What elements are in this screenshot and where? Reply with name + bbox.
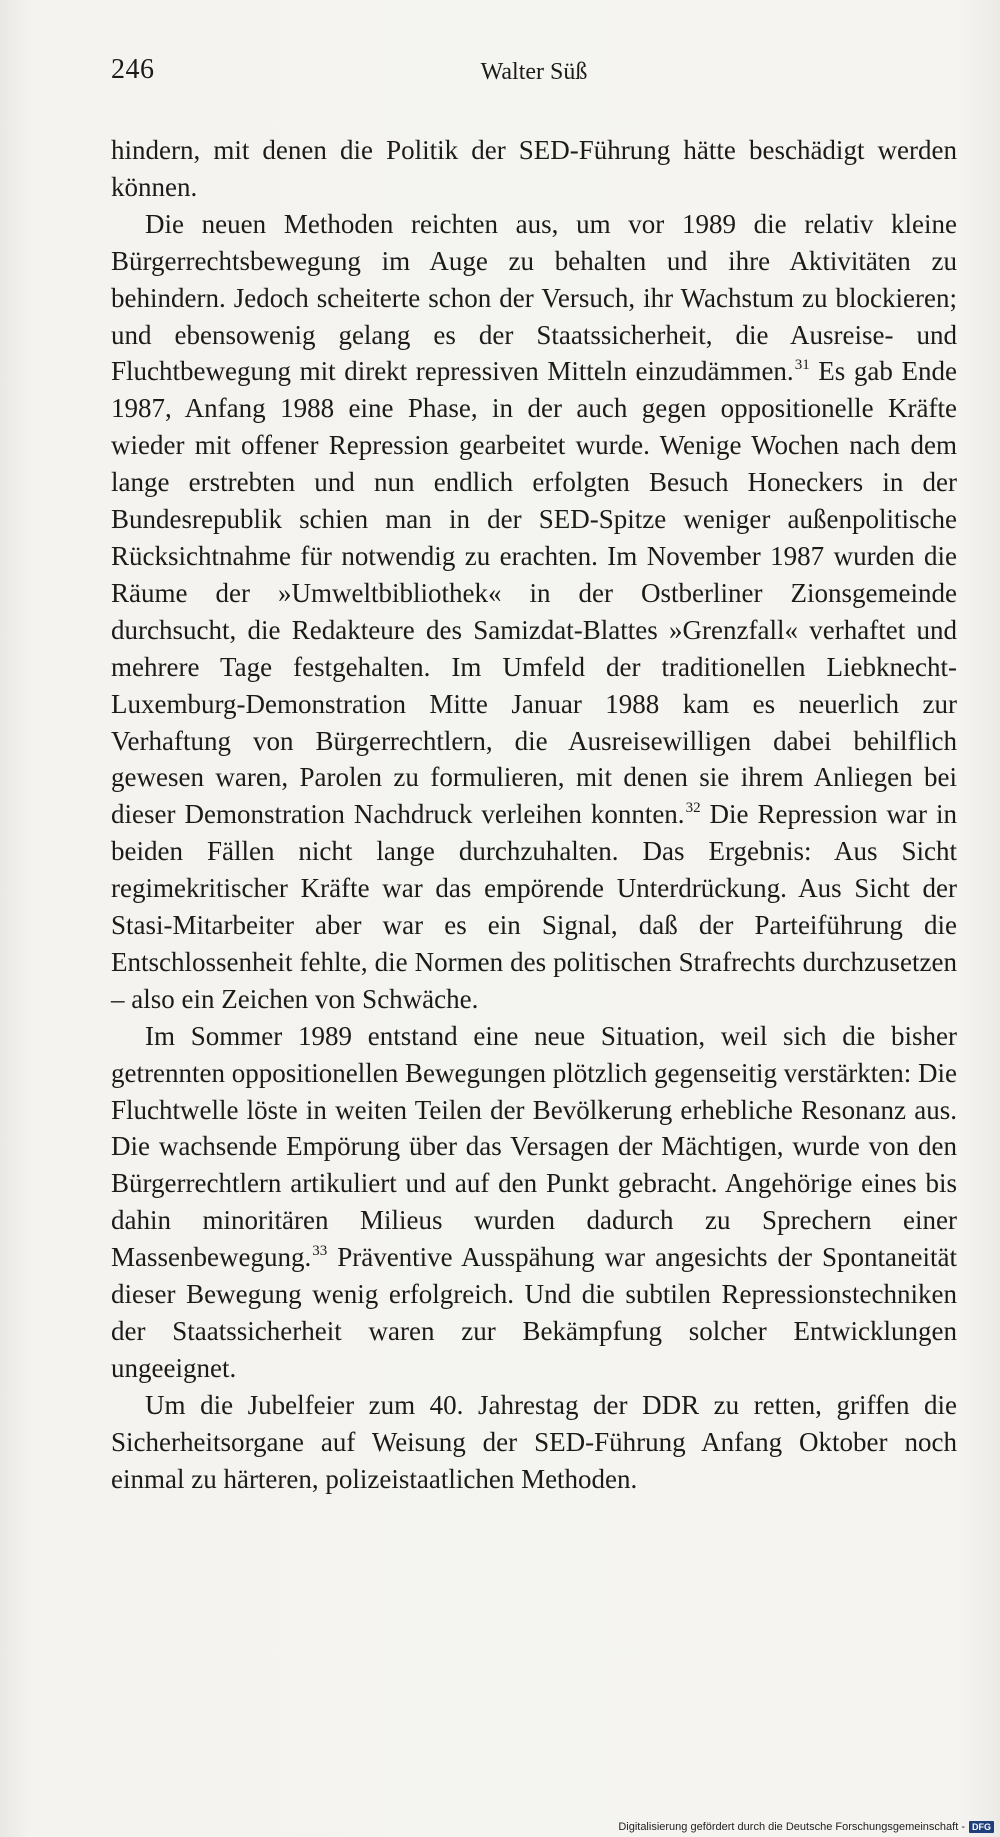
footnote-marker: 32 [685, 800, 701, 817]
paragraph-text: Präventive Ausspähung war angesichts der Spontaneität dieser Bewegung wenig erfolgreich. Und die subtilen Repressionstechniken der Staatssicherheit waren zur Bekämpfung solcher Entwicklungen ungeeignet. [111, 1242, 957, 1383]
dfg-logo-badge: DFG [969, 1821, 994, 1833]
footnote-marker: 31 [794, 357, 810, 374]
digitization-credit [618, 1821, 994, 1833]
body-text [111, 132, 957, 1498]
credit-text: Digitalisierung gefördert durch die Deutsche Forschungsgemeinschaft - [618, 1821, 965, 1833]
footnote-marker: 33 [312, 1243, 328, 1260]
paragraph-text: hindern, mit denen die Politik der SED-Führung hätte beschädigt werden können. [111, 135, 957, 202]
paragraph-text: Die neuen Methoden reichten aus, um vor 1989 die relativ kleine Bürgerrechtsbewegung im Auge zu behalten und ihre Aktivitäten zu behindern. Jedoch scheiterte schon der Versuch, ihr Wachstum zu blockieren; und ebensowenig gelang es der Staatssicherheit, die Ausreise- und Fluchtbewegung mit direkt repressiven Mitteln einzudämmen. [111, 208, 957, 387]
page-header [111, 52, 957, 92]
paragraph-text: Um die Jubelfeier zum 40. Jahrestag der DDR zu retten, griffen die Sicherheitsorgane auf Weisung der SED-Führung Anfang Oktober noch einmal zu härteren, polizeistaatlichen Methoden. [111, 1389, 957, 1494]
paragraph-text: Im Sommer 1989 entstand eine neue Situation, weil sich die bisher getrennten oppositionellen Bewegungen plötzlich gegenseitig verstärkten: Die Fluchtwelle löste in weiten Teilen der Bevölkerung erhebliche Resonanz aus. Die wachsende Empörung über das Versagen der Mächtigen, wurde von den Bürgerrechtlern artikuliert und auf den Punkt gebracht. Angehörige eines bis dahin minoritären Milieus wurden dadurch zu Sprechern einer Massenbewegung. [111, 1020, 957, 1273]
paragraph [111, 1018, 957, 1387]
paragraph [111, 206, 957, 1018]
running-head-author: Walter Süß [480, 59, 588, 85]
page-number: 246 [111, 54, 155, 85]
paragraph [111, 132, 957, 206]
paragraph [111, 1387, 957, 1498]
paragraph-text: Es gab Ende 1987, Anfang 1988 eine Phase, in der auch gegen oppositionelle Kräfte wieder mit offener Repression gearbeitet wurde. Wenige Wochen nach dem lange erstrebten und nun endlich erfolgten Besuch Honeckers in der Bundesrepublik schien man in der SED-Spitze weniger außenpolitische Rücksichtnahme für notwendig zu erachten. Im November 1987 wurden die Räume der »Umweltbibliothek« in der Ostberliner Zionsgemeinde durchsucht, die Redakteure des Samizdat-Blattes »Grenzfall« verhaftet und mehrere Tage festgehalten. Im Umfeld der traditionellen Liebknecht-Luxemburg-Demonstration Mitte Januar 1988 kam es neuerlich zur Verhaftung von Bürgerrechtlern, die Ausreisewilligen dabei behilflich gewesen waren, Parolen zu formulieren, mit denen sie ihrem Anliegen bei dieser Demonstration Nachdruck verleihen konnten. [111, 356, 957, 830]
paragraph-text: Die Repression war in beiden Fällen nicht lange durchzuhalten. Das Ergebnis: Aus Sicht regimekritischer Kräfte war das empörende Unterdrückung. Aus Sicht der Stasi-Mitarbeiter aber war es ein Signal, daß der Parteiführung die Entschlossenheit fehlte, die Normen des politischen Strafrechts durchzusetzen – also ein Zeichen von Schwäche. [111, 799, 957, 1014]
